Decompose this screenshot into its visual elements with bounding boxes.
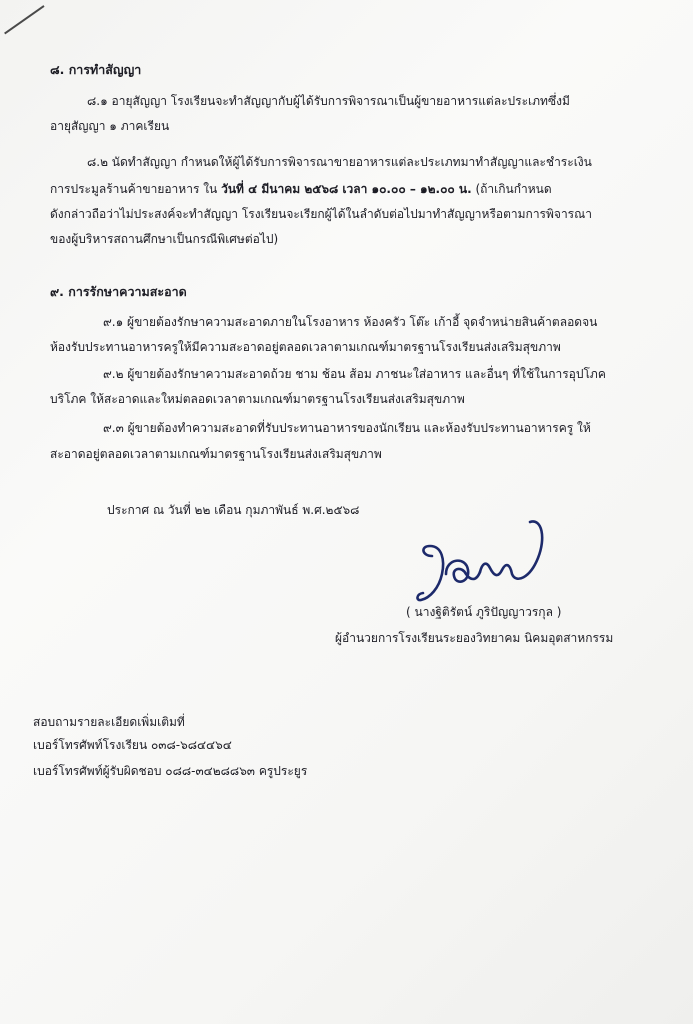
clause-8-2-line-1: ๘.๒ นัดทำสัญญา กำหนดให้ผู้ได้รับการพิจารณาขายอาหารแต่ละประเภทมาทำสัญญาและชำระเงิน	[87, 155, 592, 169]
section-9-heading: ๙. การรักษาความสะอาด	[50, 284, 187, 299]
signatory-name: ( นางฐิติรัตน์ ภูริปัญญาวรกุล )	[406, 605, 562, 619]
signatory-position: ผู้อำนวยการโรงเรียนระยองวิทยาคม นิคมอุตสาหกรรม	[335, 631, 614, 645]
contract-date-time: วันที่ ๔ มีนาคม ๒๕๖๘ เวลา ๑๐.๐๐ – ๑๒.๐๐ น.	[221, 182, 472, 196]
clause-9-2-line-2: บริโภค ให้สะอาดและใหม่ตลอดเวลาตามเกณฑ์มาตรฐานโรงเรียนส่งเสริมสุขภาพ	[50, 392, 465, 406]
clause-8-2-text-end: (ถ้าเกินกำหนด	[471, 182, 552, 196]
clause-9-2-line-1: ๙.๒ ผู้ขายต้องรักษาความสะอาดถ้วย ชาม ช้อน ส้อม ภาชนะใส่อาหาร และอื่นๆ ที่ใช้ในการอุปโภค	[103, 367, 606, 381]
staff-phone: เบอร์โทรศัพท์ผู้รับผิดชอบ ๐๘๘-๓๔๒๘๘๖๓ ครูประยูร	[33, 764, 308, 778]
contact-title: สอบถามรายละเอียดเพิ่มเติมที่	[33, 715, 185, 729]
clause-8-1-line-1: ๘.๑ อายุสัญญา โรงเรียนจะทำสัญญากับผู้ได้รับการพิจารณาเป็นผู้ขายอาหารแต่ละประเภทซึ่งมี	[87, 94, 570, 108]
handwritten-signature	[412, 512, 562, 604]
clause-8-2-line-3: ดังกล่าวถือว่าไม่ประสงค์จะทำสัญญา โรงเรียนจะเรียกผู้ได้ในลำดับต่อไปมาทำสัญญาหรือตามการพิจารณา	[50, 207, 592, 221]
clause-9-3-line-1: ๙.๓ ผู้ขายต้องทำความสะอาดที่รับประทานอาหารของนักเรียน และห้องรับประทานอาหารครู ให้	[103, 421, 591, 435]
school-phone: เบอร์โทรศัพท์โรงเรียน ๐๓๘-๖๘๔๔๖๔	[33, 738, 232, 752]
announcement-date: ประกาศ ณ วันที่ ๒๒ เดือน กุมภาพันธ์ พ.ศ.๒๕๖๘	[107, 503, 360, 517]
clause-9-1-line-2: ห้องรับประทานอาหารครูให้มีความสะอาดอยู่ตลอดเวลาตามเกณฑ์มาตรฐานโรงเรียนส่งเสริมสุขภาพ	[50, 340, 561, 354]
clause-9-1-line-1: ๙.๑ ผู้ขายต้องรักษาความสะอาดภายในโรงอาหาร ห้องครัว โต๊ะ เก้าอี้ จุดจำหน่ายสินค้าตลอดจน	[103, 315, 598, 329]
clause-8-2-line-4: ของผู้บริหารสถานศึกษาเป็นกรณีพิเศษต่อไป)	[50, 232, 279, 246]
clause-8-2-line-2	[50, 181, 552, 197]
page-corner-edge	[0, 0, 45, 34]
clause-8-2-text-start: การประมูลร้านค้าขายอาหาร ใน	[50, 182, 222, 196]
clause-8-1-line-2: อายุสัญญา ๑ ภาคเรียน	[50, 119, 170, 133]
section-8-heading: ๘. การทำสัญญา	[50, 62, 142, 77]
clause-9-3-line-2: สะอาดอยู่ตลอดเวลาตามเกณฑ์มาตรฐานโรงเรียนส่งเสริมสุขภาพ	[50, 447, 382, 461]
